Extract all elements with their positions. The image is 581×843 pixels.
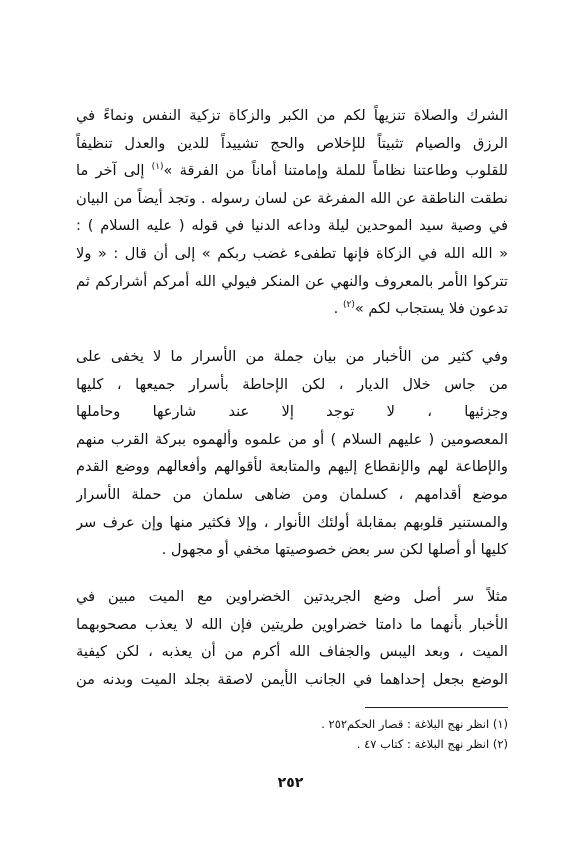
body-line: الشرك والصلاة تنزيهاً لكم من الكبر والزكاة تزكية النفس ونماءً في	[76, 107, 508, 124]
paragraph-3	[76, 583, 508, 693]
body-line: تدعون فلا يستجاب لكم »$^{(٢)}$ .	[333, 300, 508, 318]
body-line: للقلوب وطاعتنا نظاماً للملة وإمامتنا أماناً من الفرقة »$^{(١)}$ إلى آخر ما	[76, 162, 508, 180]
body-line: من جاس خلال الديار ، لكن الإحاطة بأسرار جميعها ، كليها	[76, 375, 508, 393]
footnote-marker: (٢)	[342, 300, 355, 311]
body-line: الميت ، وبعد اليبس والجفاف الله أكرم من أن يعذبه ، لكن كيفية	[76, 643, 508, 661]
body-line: « الله الله في الزكاة فإنها تطفىء غضب ربكم » إلى أن قال : « ولا	[76, 244, 508, 262]
body-line: الوضع بجعل إحداهما في الجانب الأيمن لاصقة بجلد الميت وبدنه من	[76, 670, 508, 688]
body-line: وفي كثير من الأخبار من بيان جملة من الأسرار ما لا يخفى على	[76, 348, 508, 365]
body-line: الأخبار بأنهما ما دامتا خضراوين طريتين فإن الله لا يعذب مصحوبهما	[76, 615, 508, 633]
footnote-divider	[365, 707, 508, 708]
body-line: موضع أقدامهم ، كسلمان ومن ضاهى سلمان من حملة الأسرار	[76, 485, 508, 503]
body-line: نطقت الناطقة عن الله المفرغة عن لسان رسوله . وتجد أيضاً من البيان	[76, 189, 508, 207]
body-line: والإطاعة لهم والإنقطاع إليهم والمتابعة لأقوالهم وأفعالهم ووضع القدم	[76, 458, 508, 476]
body-line: والمستنير قلوبهم بمقابلة أولئك الأنوار ، وإلا فكثير منها وإن عرف سر	[76, 513, 508, 531]
paragraph-2	[76, 343, 508, 564]
page-number: ٢٥٢	[277, 775, 304, 791]
body-line: في وصية سيد الموحدين ليلة وداعه الدنيا في قوله ( عليه السلام ) :	[76, 217, 508, 235]
body-line: الرزق والصيام تثبيتاً للإخلاص والحج تشييداً للدين والعدل تنظيفاً	[76, 134, 508, 152]
body-line: كليها أو أصلها لكن سر بعض خصوصيتها مخفي أو مجهول .	[161, 541, 508, 559]
footnote-1: (١) انظر نهج البلاغة : قصار الحكم٢٥٢ .	[321, 717, 508, 731]
body-line: وجزئيها ، لا توجد إلا عند شارعها وحاملها	[76, 403, 508, 421]
body-line: مثلاً سر أصل وضع الجريدتين الخضراوين مع الميت مبين في	[76, 588, 508, 605]
body-line: تتركوا الأمر بالمعروف والنهي عن المنكر فيولي الله أمركم أشراركم ثم	[76, 272, 508, 290]
body-line: المعصومين ( عليهم السلام ) أو من علموه وألهموه ببركة القرب منهم	[76, 430, 508, 448]
paragraph-1	[76, 102, 508, 323]
footnote-2: (٢) انظر نهج البلاغة : كتاب ٤٧ .	[356, 737, 508, 751]
footnotes	[76, 714, 508, 754]
footnote-marker: (١)	[151, 162, 164, 173]
